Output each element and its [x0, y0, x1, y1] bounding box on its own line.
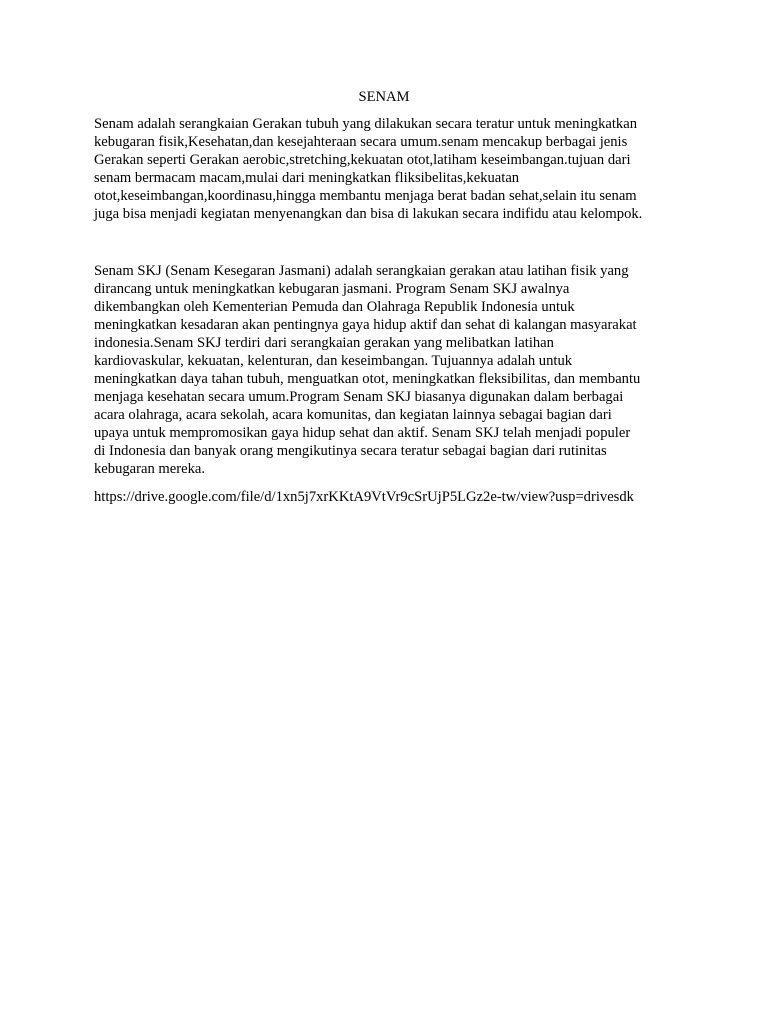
document-title: SENAM — [358, 89, 410, 105]
paragraph-senam: Senam adalah serangkaian Gerakan tubuh yang dilakukan secara teratur untuk meningkatkan kebugaran fisik,Kesehatan,dan kesejahteraan secara umum.senam mencakup berbagai jenis Gerakan seperti Gerakan aerobic,stretching,kekuatan otot,latiham keseimbangan.tujuan dari senam bermacam macam,mulai dari meningkatkan fliksibelitas,kekuatan otot,keseimbangan,koordinasu,hingga membantu menjaga berat badan sehat,selain itu senam juga bisa menjadi kegiatan menyenangkan dan bisa di lakukan secara indifidu atau kelompok. — [94, 116, 643, 222]
paragraph-senam-skj: Senam SKJ (Senam Kesegaran Jasmani) adalah serangkaian gerakan atau latihan fisik yang dirancang untuk meningkatkan kebugaran jasmani. Program Senam SKJ awalnya dikembangkan oleh Kementerian Pemuda dan Olahraga Republik Indonesia untuk meningkatkan kesadaran akan pentingnya gaya hidup aktif dan sehat di kalangan masyarakat indonesia.Senam SKJ terdiri dari serangkaian gerakan yang melibatkan latihan kardiovaskular, kekuatan, kelenturan, dan keseimbangan. Tujuannya adalah untuk meningkatkan daya tahan tubuh, menguatkan otot, meningkatkan fleksibilitas, dan membantu menjaga kesehatan secara umum.Program Senam SKJ biasanya digunakan dalam berbagai acara olahraga, acara sekolah, acara komunitas, dan kegiatan lainnya sebagai bagian dari upaya untuk mempromosikan gaya hidup sehat dan aktif. Senam SKJ telah menjadi populer di Indonesia dan banyak orang mengikutinya secara teratur sebagai bagian dari rutinitas kebugaran mereka. — [94, 263, 641, 477]
drive-link-text[interactable]: https://drive.google.com/file/d/1xn5j7xrKKtA9VtVr9cSrUjP5LGz2e-tw/view?usp=drivesdk — [94, 489, 634, 505]
